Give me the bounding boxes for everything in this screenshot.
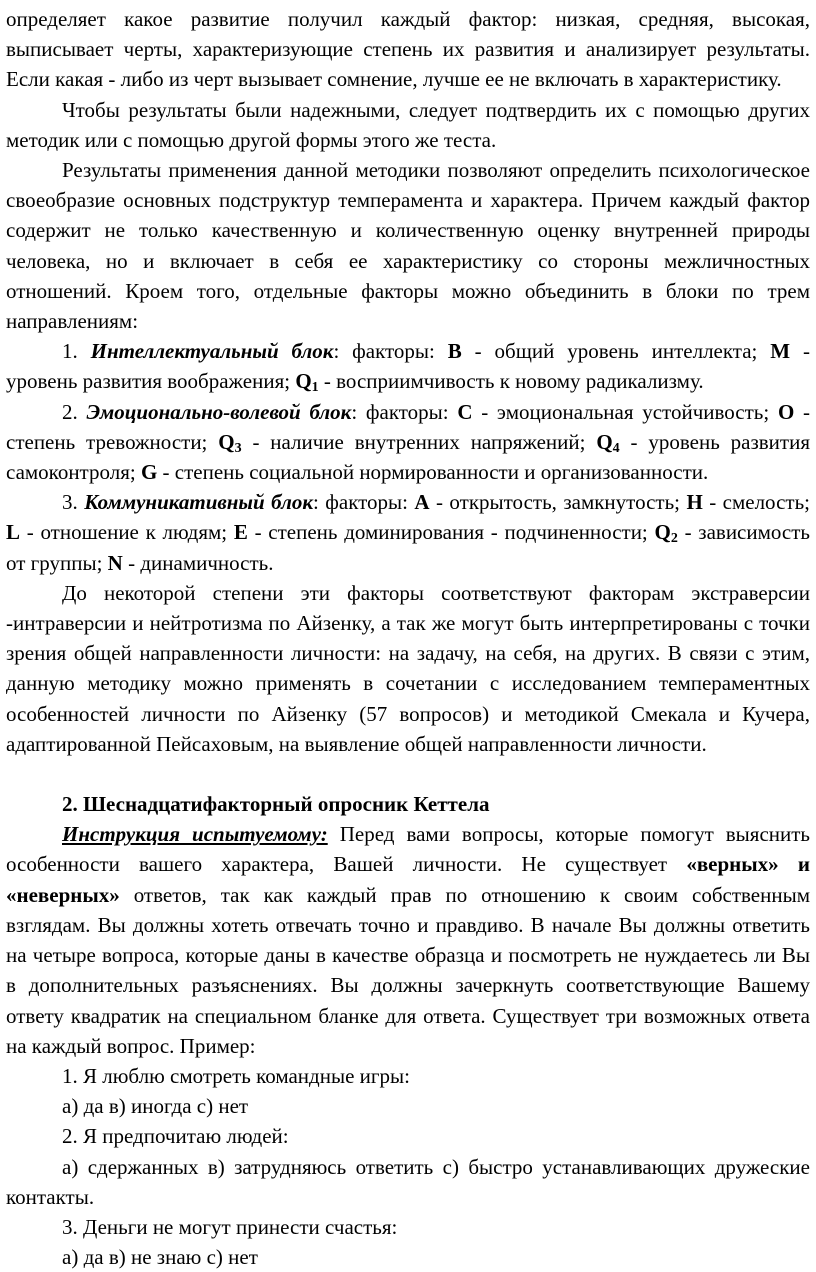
block-title: Интеллектуальный блок xyxy=(90,339,334,364)
section-title: 2. Шеснадцатифакторный опросник Кеттела xyxy=(62,792,490,817)
block-emotional-volitional: 2. Эмоционально-волевой блок: факторы: C - эмоциональная устойчивость; O - степень тревожности; $Q_3$ - наличие внутренних напряжений; $Q_4$ - уровень развития самоконтроля; G - степень социальной нормированности и организованности. xyxy=(6,399,810,485)
instruction-emphasis: «верных» и «неверных» xyxy=(6,852,810,907)
paragraph-continuation: определяет какое развитие получил каждый фактор: низкая, средняя, высокая, выписывает черты, характеризующие степень их развития и анализирует результаты. Если какая - либо из черт вызывает сомнение, лучше ее не включать в характеристику. xyxy=(6,7,810,92)
factor-code: Q xyxy=(654,520,671,545)
factor-code: B xyxy=(447,339,462,364)
spacer xyxy=(6,759,810,789)
paragraph-reliability: Чтобы результаты были надежными, следует подтвердить их с помощью других методик или с помощью другой формы этого же теста. xyxy=(6,97,810,152)
instruction-label: Инструкция испытуемому: xyxy=(62,822,328,847)
example-answers: а) да в) иногда с) нет xyxy=(62,1094,249,1119)
example-question: 2. Я предпочитаю людей: xyxy=(62,1124,289,1149)
block-number: 2. xyxy=(62,399,87,424)
example-answers: а) да в) не знаю с) нет xyxy=(62,1245,258,1270)
factor-subscript: 1 xyxy=(311,380,319,396)
example-question: 1. Я люблю смотреть командные игры: xyxy=(62,1063,410,1088)
factor-code: Q xyxy=(218,429,235,454)
factor-subscript: 3 xyxy=(234,440,242,456)
block-title: Эмоционально-волевой блок xyxy=(86,399,352,424)
block-title: Коммуникативный блок xyxy=(84,490,313,515)
instruction-paragraph: Инструкция испытуемому: Перед вами вопросы, которые помогут выяснить особенности вашего характера, Вашей личности. Не существует «верных» и «неверных» ответов, так как каждый прав по отношению к своим собственным взглядам. Вы должны хотеть отвечать точно и правдиво. В начале Вы должны ответить на четыре вопроса, которые даны в качестве образца и посмотреть не нуждаетесь ли Вы в дополнительных разъяснениях. Вы должны зачеркнуть соответствующие Вашему ответу квадратик на специальном бланке для ответа. Существует три возможных ответа на каждый вопрос. Пример: xyxy=(6,822,811,1058)
factor-code: O xyxy=(777,399,795,424)
example-answers: а) сдержанных в) затрудняюсь ответить с) быстро устанавливающих дружеские контакты. xyxy=(6,1154,810,1209)
factor-subscript: 2 xyxy=(670,531,678,547)
factor-code: E xyxy=(233,520,248,545)
factor-subscript: 4 xyxy=(612,440,620,456)
factor-code: Q xyxy=(596,429,613,454)
block-intellectual: 1. Интеллектуальный блок: факторы: B - общий уровень интеллекта; M - уровень развития воображения; $Q_1$ - восприимчивость к новому радикализму. xyxy=(6,339,810,396)
factor-code: N xyxy=(107,550,123,575)
factor-code: L xyxy=(6,520,21,545)
factor-code: M xyxy=(770,339,791,364)
block-number: 3. xyxy=(62,490,85,515)
factor-code: C xyxy=(457,399,473,424)
example-question: 3. Деньги не могут принести счастья: xyxy=(62,1214,398,1239)
paragraph-eysenck: До некоторой степени эти факторы соответствуют факторам экстраверсии -интраверсии и нейтротизма по Айзенку, а так же могут быть интерпретированы с точки зрения общей направленности личности: на задачу, на себя, на других. В связи с этим, данную методику можно применять в сочетании с исследованием темпераментных особенностей личности по Айзенку (57 вопросов) и методикой Смекала и Кучера, адаптированной Пейсаховым, на выявление общей направленности личности. xyxy=(6,580,810,756)
block-number: 1. xyxy=(62,339,91,364)
block-communicative: 3. Коммуникативный блок: факторы: A - открытость, замкнутость; H - смелость; L - отношение к людям; E - степень доминирования - подчиненности; $Q_2$ - зависимость от группы; N - динамичность. xyxy=(6,490,810,575)
paragraph-results: Результаты применения данной методики позволяют определить психологическое своеобразие основных подструктур темперамента и характера. Причем каждый фактор содержит не только качественную и количественную оценку внутренней природы человека, но и включает в себя ее характеристику со стороны межличностных отношений. Кроем того, отдельные факторы можно объединить в блоки по трем направлениям: xyxy=(6,158,810,334)
factor-code: Q xyxy=(295,369,312,394)
factor-code: H xyxy=(686,490,703,515)
factor-code: A xyxy=(414,490,430,515)
factor-code: G xyxy=(140,460,158,485)
